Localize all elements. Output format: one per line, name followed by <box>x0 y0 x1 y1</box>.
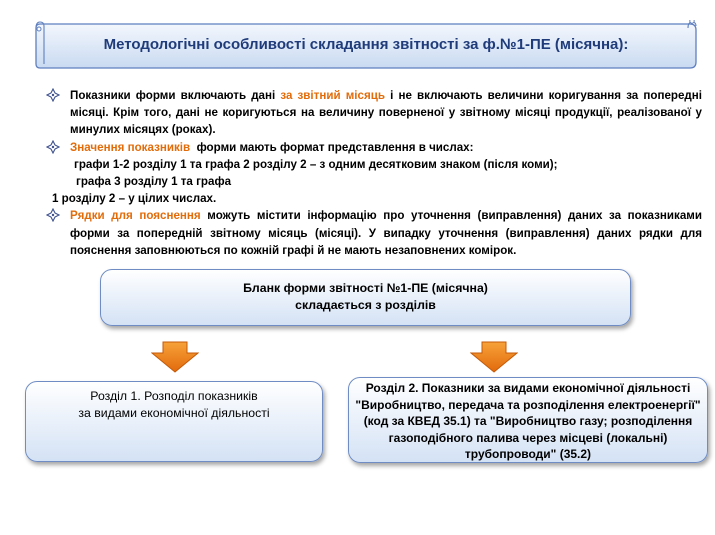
title-banner <box>34 20 698 70</box>
p3-highlight: Рядки для пояснення <box>70 209 201 223</box>
page-title: Методологічні особливості складання звітності за ф.№1-ПЕ (місячна): <box>103 36 629 53</box>
p1-highlight: за звітний місяць <box>280 89 385 102</box>
section-1-box <box>25 381 323 462</box>
diamond-bullet-icon <box>46 208 60 222</box>
methodology-text <box>46 87 702 259</box>
section-2-box <box>348 377 708 463</box>
down-arrow-icon <box>470 341 518 373</box>
form-structure-line2: складається з розділів <box>295 298 436 312</box>
p1-text-end: і не включають величини коригування за попередні місяці. Крім того, дані не коригуються на величину поверненої у звітному місяці продукції, реалізованої у минулих місяцях (роках). <box>70 89 703 137</box>
p1-text-start: Показники форми включають дані <box>70 89 281 102</box>
diamond-bullet-icon <box>46 140 60 154</box>
diamond-bullet-icon <box>46 88 60 102</box>
form-structure-line1: Бланк форми звітності №1-ПЕ (місячна) <box>243 281 488 295</box>
format-line-integer-part1: графа 3 розділу 1 та графа <box>76 175 232 189</box>
section-1-line1: Розділ 1. Розподіл показників <box>90 389 258 403</box>
form-structure-box <box>100 269 631 326</box>
p2-highlight: Значення показників <box>70 140 191 154</box>
p3-text: можуть містити інформацію про уточнення (виправлення) даних за показниками форми за попередній звітному місяць (місяці). У випадку уточнення (виправлення) даних рядки для пояснення заповнюються по кожній графі й не мають незаповнених комірок. <box>70 209 702 257</box>
p2-text: форми мають формат представлення в числах: <box>190 140 474 154</box>
format-line-decimal: графи 1-2 розділу 1 та графа 2 розділу 2 – з одним десятковим знаком (після коми); <box>74 157 558 171</box>
format-line-integer-part2: 1 розділу 2 – у цілих числах. <box>52 192 217 206</box>
paragraph-reporting-month <box>46 87 702 139</box>
section-1-line2: за видами економічної діяльності <box>78 406 270 420</box>
down-arrow-icon <box>151 341 199 373</box>
paragraph-explanation-rows <box>46 207 702 259</box>
paragraph-value-format <box>46 139 702 156</box>
section-2-text: Розділ 2. Показники за видами економічної діяльності "Виробництво, передача та розподілення електроенергії"(код за КВЕД 35.1) та "Виробництво газу; розподілення газоподібного палива через місцеві (локальні) трубопроводи" (35.2) <box>355 381 701 461</box>
